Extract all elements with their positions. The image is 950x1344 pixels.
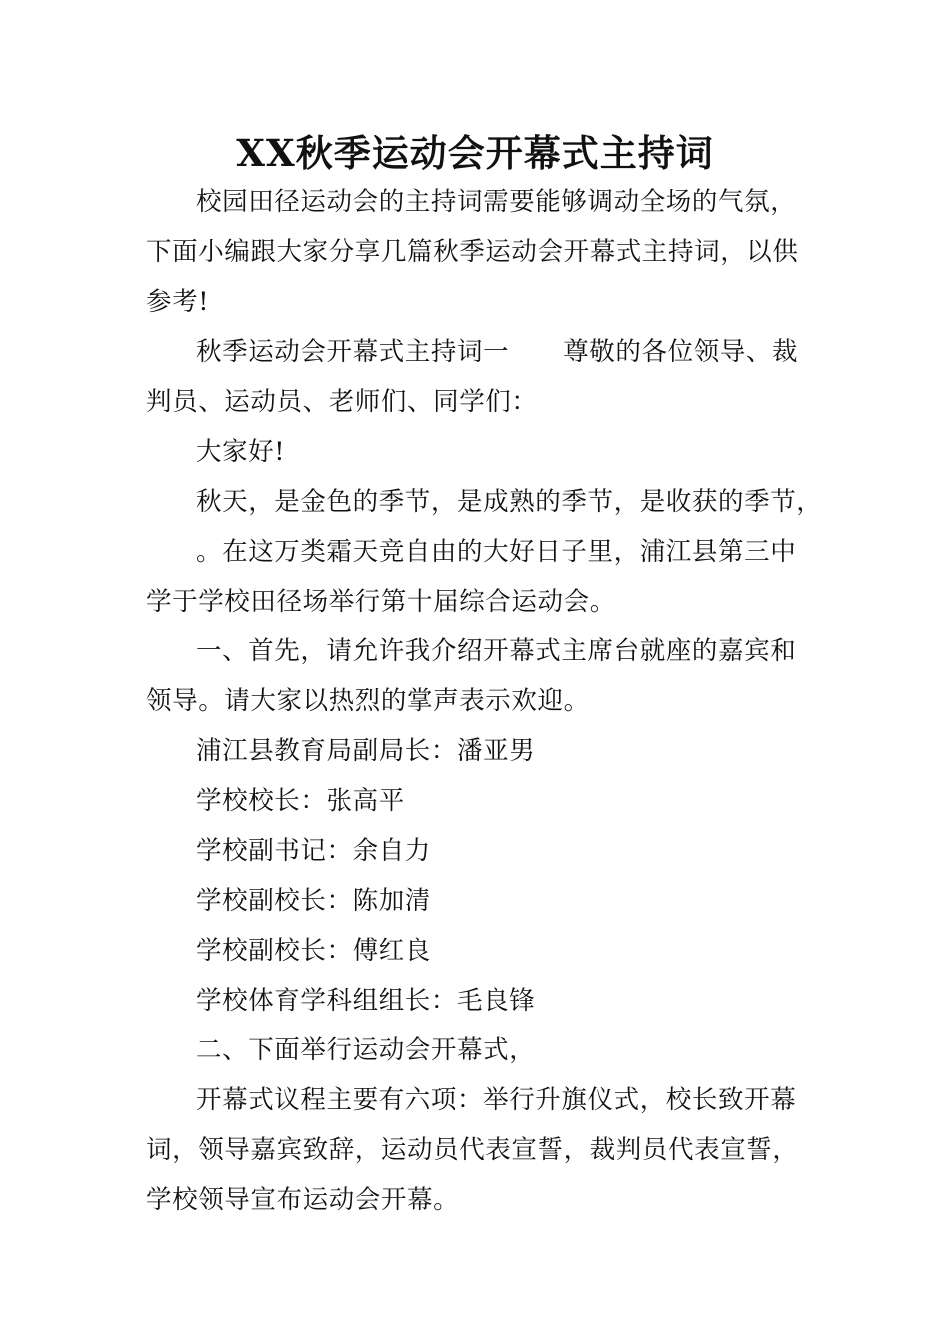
paragraph-line: 判员、运动员、老师们、同学们：	[146, 387, 538, 417]
paragraph-line: 参考!	[146, 287, 210, 317]
salutation-start: 尊敬的各位领导、裁	[563, 337, 799, 367]
paragraph-line: 领导。请大家以热烈的掌声表示欢迎。	[146, 686, 590, 716]
guest-line: 浦江县教育局副局长：潘亚男	[196, 736, 536, 766]
paragraph-line: 下面小编跟大家分享几篇秋季运动会开幕式主持词，以供	[146, 237, 799, 267]
document-title: XX秋季运动会开幕式主持词	[236, 131, 714, 175]
guest-line: 学校副书记：余自力	[196, 836, 431, 866]
section-heading: 秋季运动会开幕式主持词一	[196, 337, 510, 367]
paragraph-line: 二、下面举行运动会开幕式，	[196, 1035, 536, 1065]
paragraph-line: 校园田径运动会的主持词需要能够调动全场的气氛，	[196, 187, 797, 217]
guest-line: 学校体育学科组组长：毛良锋	[196, 986, 536, 1016]
paragraph-line: 词，领导嘉宾致辞，运动员代表宣誓，裁判员代表宣誓，	[146, 1135, 799, 1165]
paragraph-line: 开幕式议程主要有六项：举行升旗仪式，校长致开幕	[196, 1085, 797, 1115]
paragraph-line: 。在这万类霜天竞自由的大好日子里，浦江县第三中	[196, 537, 797, 567]
paragraph-line: 学校领导宣布运动会开幕。	[146, 1185, 460, 1215]
guest-line: 学校副校长：陈加清	[196, 886, 431, 916]
guest-line: 学校副校长：傅红良	[196, 936, 431, 966]
paragraph-line: 一、首先，请允许我介绍开幕式主席台就座的嘉宾和	[196, 636, 797, 666]
paragraph-line: 学于学校田径场举行第十届综合运动会。	[146, 587, 616, 617]
paragraph-line: 大家好!	[196, 437, 286, 467]
paragraph-line: 秋天，是金色的季节，是成熟的季节，是收获的季节，	[196, 487, 823, 517]
section-heading-line	[196, 335, 798, 369]
guest-line: 学校校长：张高平	[196, 786, 405, 816]
